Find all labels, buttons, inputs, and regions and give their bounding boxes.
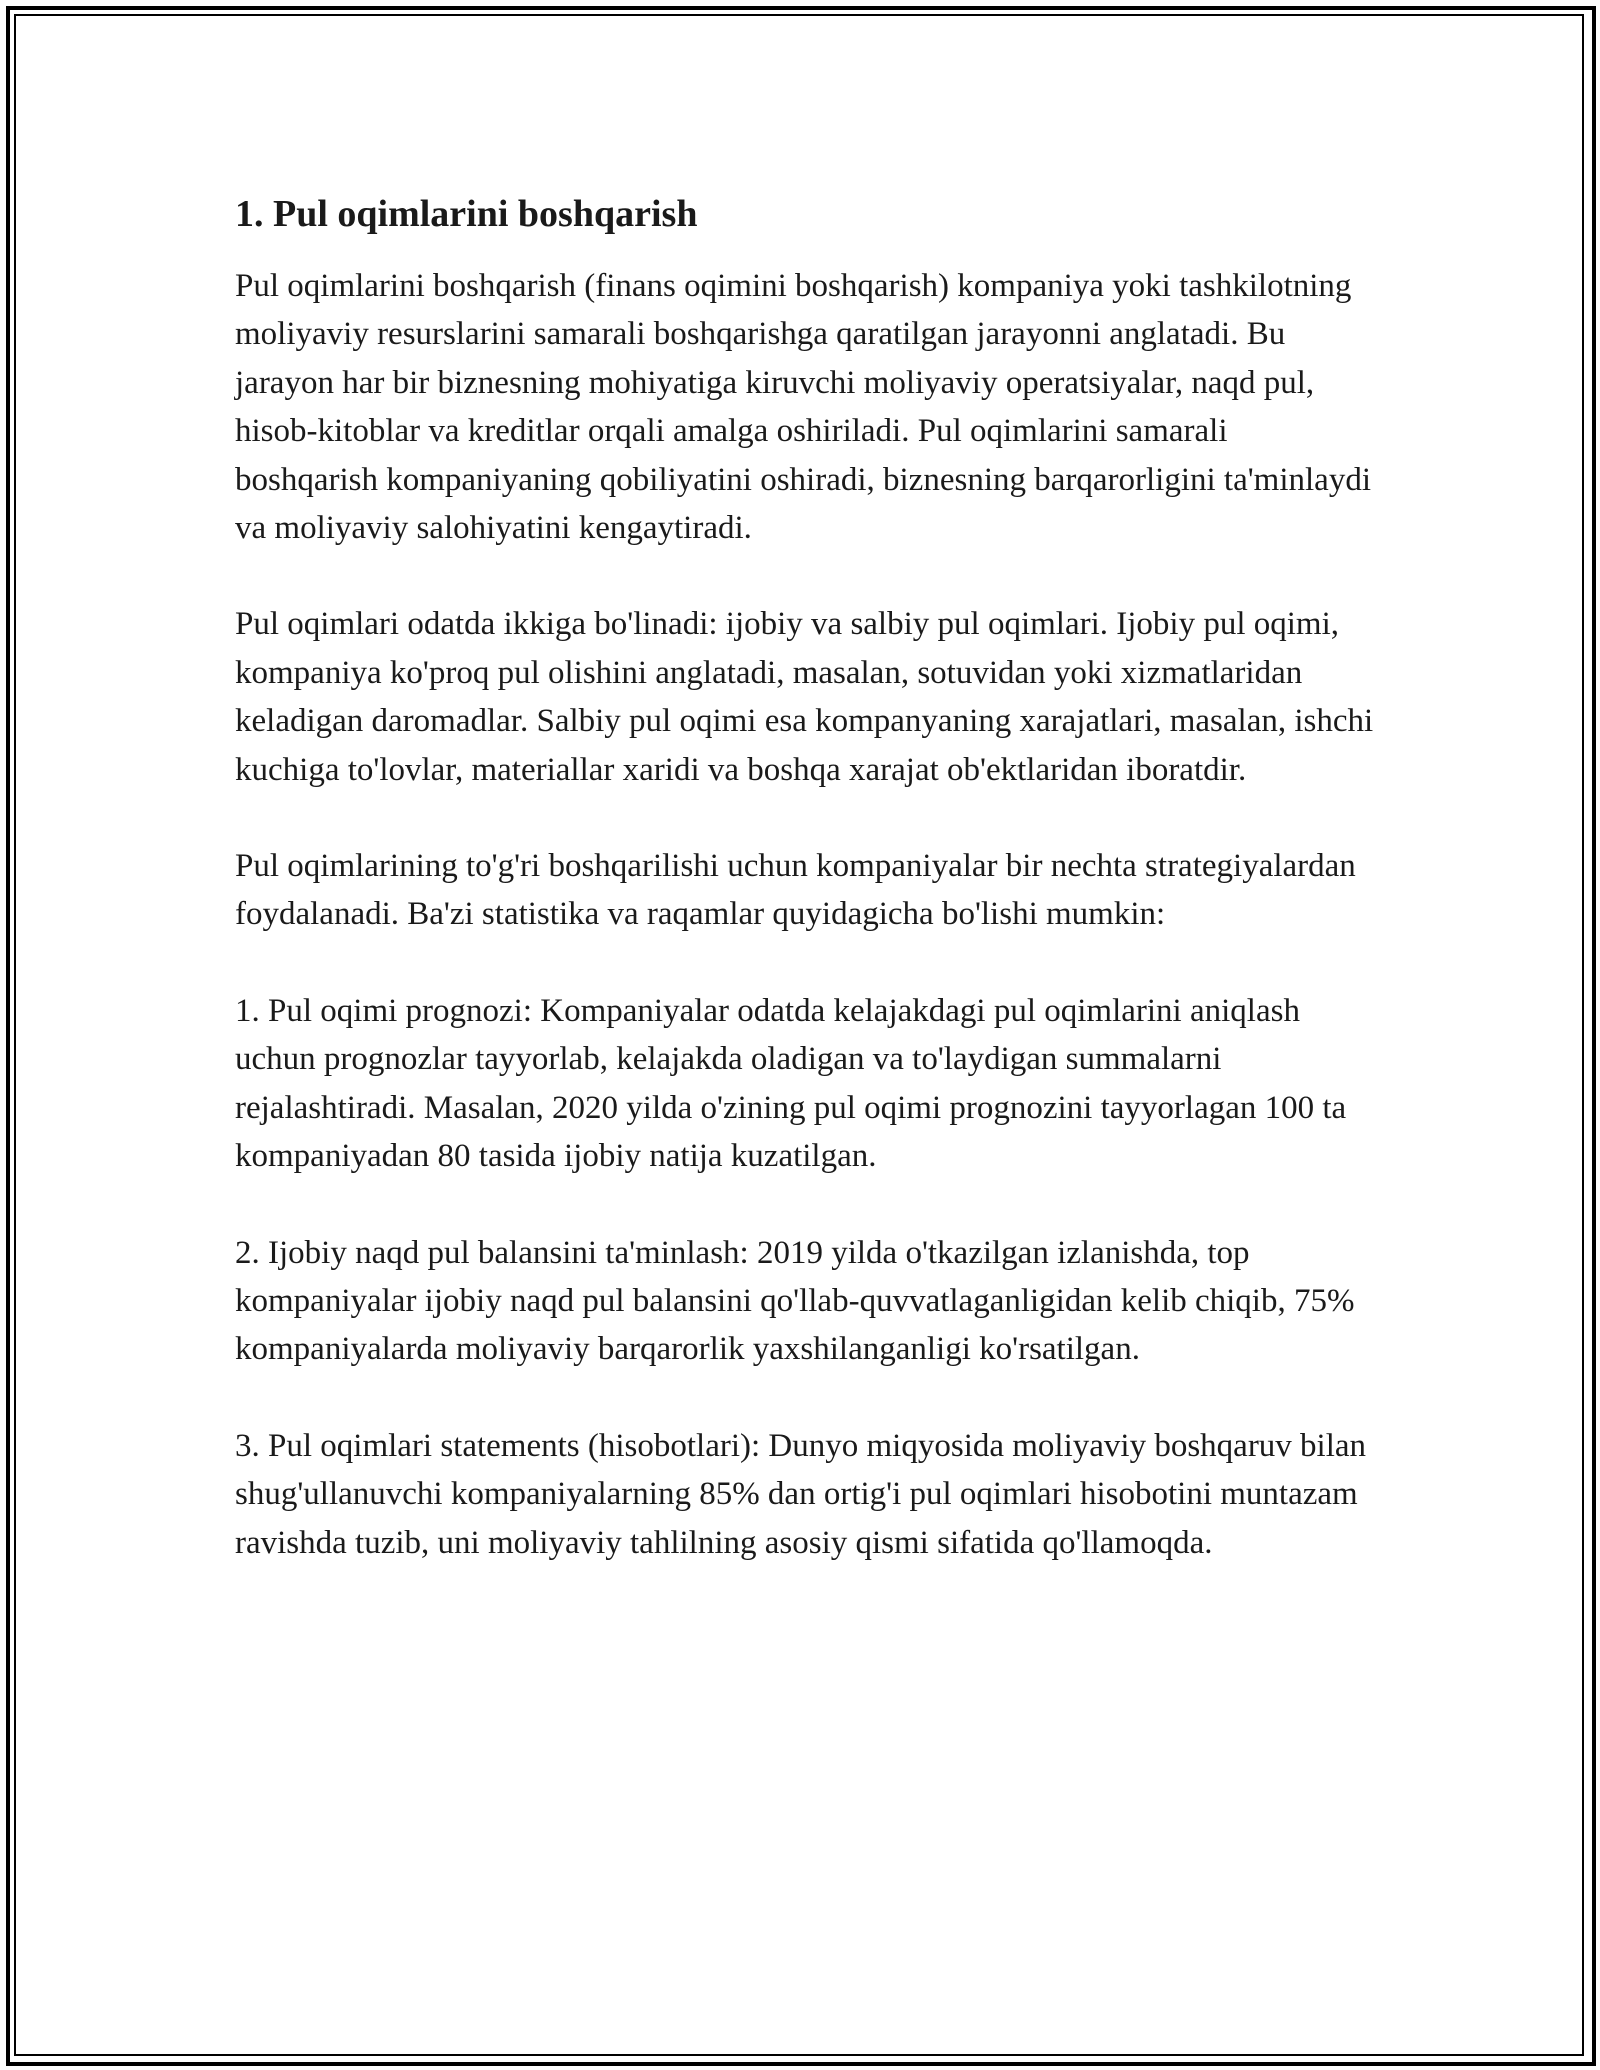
list-item-cash-balance: 2. Ijobiy naqd pul balansini ta'minlash: 2019 yilda o'tkazilgan izlanishda, top kompaniyalar ijobiy naqd pul balansini qo'llab-quvvatlaganligidan kelib chiqib, 75% kompaniyalarda moliyaviy barqarorlik yaxshilanganligi ko'rsatilgan. bbox=[235, 1234, 1355, 1368]
paragraph-flow-types: Pul oqimlari odatda ikkiga bo'linadi: ijobiy va salbiy pul oqimlari. Ijobiy pul oqimi, kompaniya ko'proq pul olishini anglatadi, masalan, sotuvidan yoki xizmatlaridan keladigan daromadlar. Salbiy pul oqimi esa kompanyaning xarajatlari, masalan, ishchi kuchiga to'lovlar, materiallar xaridi va boshqa xarajat ob'ektlaridan iboratdir. bbox=[235, 606, 1374, 788]
list-item-statements: 3. Pul oqimlari statements (hisobotlari): Dunyo miqyosida moliyaviy boshqaruv bilan shug'ullanuvchi kompaniyalarning 85% dan ortig'i pul oqimlari hisobotini muntazam ravishda tuzib, uni moliyaviy tahlilning asosiy qismi sifatida qo'llamoqda. bbox=[235, 1427, 1367, 1561]
list-item-forecast: 1. Pul oqimi prognozi: Kompaniyalar odatda kelajakdagi pul oqimlarini aniqlash uchun prognozlar tayyorlab, kelajakda oladigan va to'laydigan summalarni rejalashtiradi. Masalan, 2020 yilda o'zining pul oqimi prognozini tayyorlagan 100 ta kompaniyadan 80 tasida ijobiy natija kuzatilgan. bbox=[235, 992, 1347, 1175]
section-heading: 1. Pul oqimlarini boshqarish bbox=[235, 193, 698, 235]
paragraph-intro: Pul oqimlarini boshqarish (finans oqimini boshqarish) kompaniya yoki tashkilotning moliyaviy resurslarini samarali boshqarishga qaratilgan jarayonni anglatadi. Bu jarayon har bir biznesning mohiyatiga kiruvchi moliyaviy operatsiyalar, naqd pul, hisob-kitoblar va kreditlar orqali amalga oshiriladi. Pul oqimlarini samarali boshqarish kompaniyaning qobiliyatini oshiradi, biznesning barqarorligini ta'minlaydi va moliyaviy salohiyatini kengaytiradi. bbox=[235, 268, 1372, 547]
document-body bbox=[235, 186, 1375, 1615]
paragraph-strategies: Pul oqimlarining to'g'ri boshqarilishi uchun kompaniyalar bir nechta strategiyalardan foydalanadi. Ba'zi statistika va raqamlar quyidagicha bo'lishi mumkin: bbox=[235, 848, 1356, 933]
